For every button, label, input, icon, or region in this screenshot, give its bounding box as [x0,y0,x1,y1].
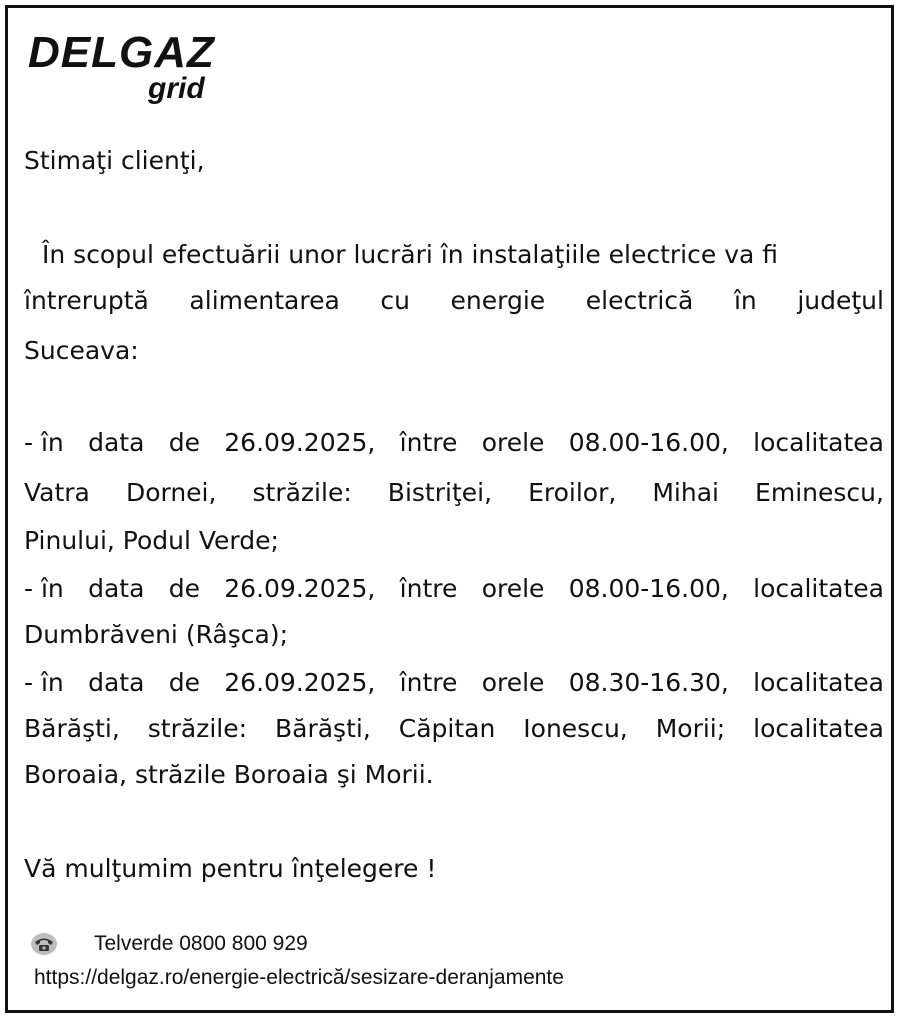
intro-line-1: În scopul efectuării unor lucrări în instalaţiile electrice va fi [42,240,779,269]
word: localitatea [753,574,884,603]
item-1-line-3: Pinului, Podul Verde; [24,526,279,555]
word: alimentarea [189,286,340,315]
logo-sub-text: grid [148,72,205,105]
greeting: Stimaţi clienţi, [24,146,205,175]
word: data [88,428,145,457]
item-3-line-2 [24,714,884,744]
item-1-line-2 [24,478,884,508]
word: între [399,428,458,457]
word: de [168,574,200,603]
word: Căpitan [398,714,496,743]
word: Bărăşti, [274,714,371,743]
word: întreruptă [24,286,149,315]
word: localitatea [753,428,884,457]
word: electrică [585,286,694,315]
item-1-line-1 [24,428,884,458]
word: 26.09.2025, [224,668,376,697]
word: judeţul [797,286,884,315]
item-2-line-1 [24,574,884,604]
word: data [88,574,145,603]
telephone-icon [30,932,58,956]
word: 26.09.2025, [224,428,376,457]
word: orele [481,574,545,603]
word: străzile: [252,478,352,507]
word: Bărăşti, [24,714,120,743]
word: de [168,668,200,697]
word: Eminescu, [755,478,884,507]
delgaz-grid-logo [28,28,238,108]
item-3-line-3: Boroaia, străzile Boroaia şi Morii. [24,760,434,789]
phone-number[interactable]: Telverde 0800 800 929 [94,932,308,955]
word: 08.00-16.00, [568,574,729,603]
word: Vatra [24,478,90,507]
word: 08.30-16.30, [568,668,729,697]
word: data [88,668,145,697]
word: Dornei, [125,478,217,507]
word: orele [481,428,545,457]
intro-line-2 [24,286,884,316]
word: Morii; [655,714,726,743]
word: orele [481,668,545,697]
report-fault-link[interactable]: https://delgaz.ro/energie-electrică/sesizare-deranjamente [34,966,564,989]
logo-main-text: DELGAZ [28,28,215,77]
word: în [733,286,757,315]
word: străzile: [147,714,248,743]
word: localitatea [753,714,884,743]
word: Eroilor, [528,478,617,507]
intro-line-3: Suceava: [24,336,139,365]
item-3-line-1 [24,668,884,698]
word: cu [380,286,410,315]
word: 26.09.2025, [224,574,376,603]
word: între [399,574,458,603]
word: Ionescu, [523,714,628,743]
word: 08.00-16.00, [568,428,729,457]
phone-row [30,930,308,958]
word: de [168,428,200,457]
word: - în [24,668,64,697]
word: - în [24,428,64,457]
word: Mihai [652,478,719,507]
thanks-line: Vă mulţumim pentru înţelegere ! [24,854,437,883]
item-2-line-2: Dumbrăveni (Râşca); [24,620,288,649]
word: energie [450,286,546,315]
word: localitatea [753,668,884,697]
word: - în [24,574,64,603]
word: Bistriţei, [387,478,493,507]
word: între [399,668,458,697]
